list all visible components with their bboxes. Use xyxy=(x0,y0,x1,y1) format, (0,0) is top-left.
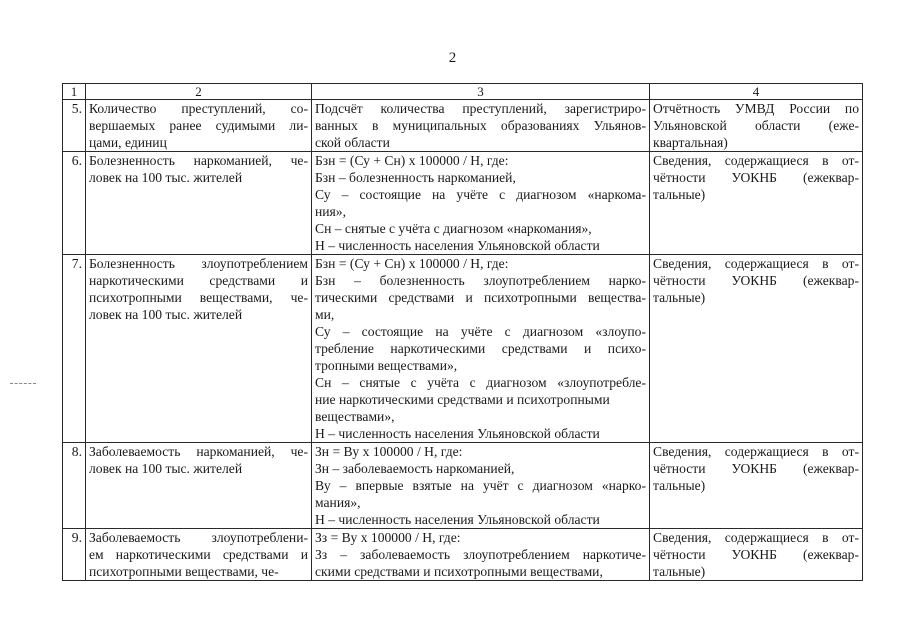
text-line: наркотическими средствами и xyxy=(89,273,308,288)
text-line: Зн = Ву х 100000 / Н, где: xyxy=(315,444,463,459)
header-cell-1: 1 xyxy=(63,84,86,100)
text-line: психотропными веществами, че- xyxy=(89,564,279,579)
text-line: Болезненность злоупотреблением xyxy=(89,256,308,271)
text-line: Су – состоящие на учёте с диагнозом «злоупо- xyxy=(315,324,646,339)
indicator-method-cell xyxy=(312,152,650,255)
text-line: Н – численность населения Ульяновской области xyxy=(315,512,600,527)
table-row xyxy=(63,255,863,443)
table-row xyxy=(63,443,863,529)
header-row xyxy=(63,84,863,100)
indicators-table xyxy=(62,83,863,581)
header-cell-4: 4 xyxy=(650,84,863,100)
indicator-name-cell xyxy=(86,255,312,443)
row-number: 6. xyxy=(63,152,86,255)
indicator-name-cell xyxy=(86,529,312,581)
text-line: чётности УОКНБ (ежеквар- xyxy=(653,170,859,185)
indicator-name-cell xyxy=(86,100,312,152)
text-line: ми, xyxy=(315,307,335,322)
text-line: тальные) xyxy=(653,187,706,202)
table-row xyxy=(63,100,863,152)
header-cell-2: 2 xyxy=(86,84,312,100)
text-line: ской области xyxy=(315,135,390,150)
text-line: Бзн = (Су + Сн) х 100000 / Н, где: xyxy=(315,153,509,168)
text-line: Зн – заболеваемость наркоманией, xyxy=(315,461,515,476)
text-line: Сн – снятые с учёта с диагнозом «злоупотребле- xyxy=(315,375,646,390)
text-line: Н – численность населения Ульяновской области xyxy=(315,238,600,253)
text-line: чётности УОКНБ (ежеквар- xyxy=(653,273,859,288)
text-line: ловек на 100 тыс. жителей xyxy=(89,170,243,185)
text-line: Заболеваемость злоупотреблени- xyxy=(89,530,308,545)
indicator-method-cell xyxy=(312,255,650,443)
text-line: ловек на 100 тыс. жителей xyxy=(89,461,243,476)
text-line: ния», xyxy=(315,204,346,219)
text-line: чётности УОКНБ (ежеквар- xyxy=(653,547,859,562)
text-line: вершаемых ранее судимыми ли- xyxy=(89,118,308,133)
text-line: веществами», xyxy=(315,409,395,424)
text-line: Су – состоящие на учёте с диагнозом «наркома- xyxy=(315,187,646,202)
text-line: психотропными веществами, че- xyxy=(89,290,308,305)
text-line: Сведения, содержащиеся в от- xyxy=(653,530,859,545)
scan-artifact xyxy=(10,383,36,384)
text-line: Ву – впервые взятые на учёт с диагнозом «нарко- xyxy=(315,478,646,493)
text-line: требление наркотическими средствами и психо- xyxy=(315,341,646,356)
header-cell-3: 3 xyxy=(312,84,650,100)
text-line: Бзн – болезненность злоупотреблением нарко- xyxy=(315,273,646,288)
text-line: ловек на 100 тыс. жителей xyxy=(89,307,243,322)
text-line: Сведения, содержащиеся в от- xyxy=(653,256,859,271)
text-line: Бзн – болезненность наркоманией, xyxy=(315,170,516,185)
text-line: тропными веществами», xyxy=(315,358,458,373)
text-line: Зз = Ву х 100000 / Н, где: xyxy=(315,530,461,545)
text-line: Заболеваемость наркоманией, че- xyxy=(89,444,308,459)
text-line: квартальная) xyxy=(653,135,728,150)
indicator-method-cell xyxy=(312,443,650,529)
text-line: тальные) xyxy=(653,290,706,305)
row-number: 8. xyxy=(63,443,86,529)
text-line: Ульяновской области (еже- xyxy=(653,118,859,133)
indicator-source-cell xyxy=(650,100,863,152)
text-line: Количество преступлений, со- xyxy=(89,101,308,116)
text-line: Отчётность УМВД России по xyxy=(653,101,859,116)
text-line: ем наркотическими средствами и xyxy=(89,547,308,562)
page-number: 2 xyxy=(448,50,457,66)
text-line: мания», xyxy=(315,495,361,510)
indicator-source-cell xyxy=(650,255,863,443)
text-line: скими средствами и психотропными веществами, xyxy=(315,564,603,579)
indicator-name-cell xyxy=(86,152,312,255)
indicator-method-cell xyxy=(312,100,650,152)
indicator-source-cell xyxy=(650,152,863,255)
indicator-name-cell xyxy=(86,443,312,529)
text-line: ние наркотическими средствами и психотропными xyxy=(315,392,610,407)
indicator-method-cell xyxy=(312,529,650,581)
row-number: 5. xyxy=(63,100,86,152)
text-line: Сведения, содержащиеся в от- xyxy=(653,153,859,168)
text-line: Болезненность наркоманией, че- xyxy=(89,153,308,168)
indicator-source-cell xyxy=(650,529,863,581)
text-line: Сведения, содержащиеся в от- xyxy=(653,444,859,459)
text-line: Сн – снятые с учёта с диагнозом «наркомания», xyxy=(315,221,592,236)
text-line: чётности УОКНБ (ежеквар- xyxy=(653,461,859,476)
text-line: тальные) xyxy=(653,478,706,493)
text-line: Н – численность населения Ульяновской области xyxy=(315,426,600,441)
row-number: 9. xyxy=(63,529,86,581)
row-number: 7. xyxy=(63,255,86,443)
indicator-source-cell xyxy=(650,443,863,529)
text-line: ванных в муниципальных образованиях Ульянов- xyxy=(315,118,646,133)
text-line: Бзн = (Су + Сн) х 100000 / Н, где: xyxy=(315,256,509,271)
table-row xyxy=(63,529,863,581)
table-row xyxy=(63,152,863,255)
text-line: тическими средствами и психотропными вещества- xyxy=(315,290,646,305)
text-line: тальные) xyxy=(653,564,706,579)
text-line: Подсчёт количества преступлений, зарегистриро- xyxy=(315,101,646,116)
text-line: цами, единиц xyxy=(89,135,167,150)
text-line: Зз – заболеваемость злоупотреблением наркотиче- xyxy=(315,547,646,562)
